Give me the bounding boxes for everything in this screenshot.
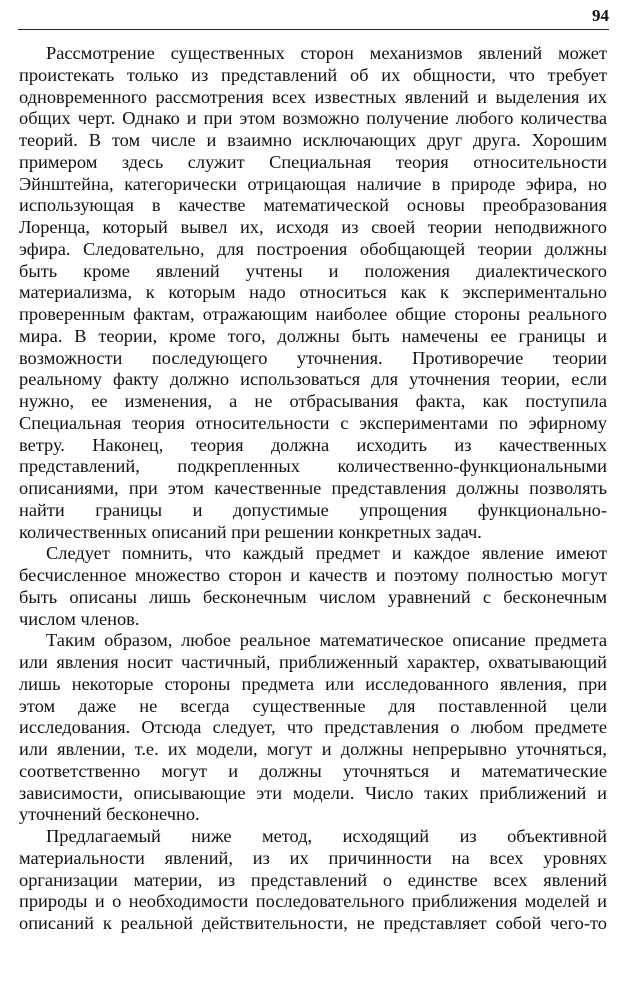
text-line: возможности последующего уточнения. Противоречие теории bbox=[19, 347, 607, 368]
text-line: мира. В теории, кроме того, должны быть намечены ее границы и bbox=[19, 325, 607, 346]
text-line: Эйнштейна, категорически отрицающая наличие в природе эфира, но bbox=[19, 173, 607, 194]
text-line: материализма, к которым надо относиться как к экспериментально bbox=[19, 282, 607, 303]
text-line: общих черт. Однако и при этом возможно получение любого количества bbox=[19, 108, 607, 129]
body-text bbox=[19, 43, 607, 935]
text-line: природы и о необходимости последовательного приближения моделей и bbox=[19, 891, 607, 912]
text-line: быть кроме явлений учтены и положения диалектического bbox=[19, 260, 607, 281]
text-line: ветру. Наконец, теория должна исходить из качественных bbox=[19, 434, 607, 455]
text-line: или явлении, т.е. их модели, могут и должны непрерывно уточняться, bbox=[19, 739, 607, 759]
text-line: Рассмотрение существенных сторон механизмов явлений может bbox=[46, 43, 607, 63]
text-line: организации материи, из представлений о единстве всех явлений bbox=[19, 869, 607, 890]
text-line: проистекать только из представлений об их общности, что требует bbox=[19, 64, 607, 85]
text-line: количественных описаний при решении конкретных задач. bbox=[19, 521, 482, 542]
text-line: Следует помнить, что каждый предмет и каждое явление имеют bbox=[46, 543, 607, 564]
text-line: описаниями, при этом качественные представления должны позволять bbox=[19, 478, 607, 498]
page-header bbox=[18, 0, 609, 30]
text-line: числом членов. bbox=[19, 608, 140, 629]
text-line: представлений, подкрепленных количественно-функциональными bbox=[19, 456, 607, 477]
text-line: или явления носит частичный, приближенный характер, охватывающий bbox=[19, 652, 607, 672]
text-line: примером здесь служит Специальная теория относительности bbox=[19, 151, 607, 172]
text-line: одновременного рассмотрения всех известных явлений и выделения их bbox=[19, 86, 607, 107]
text-line: материальности явлений, из их причинности на всех уровнях bbox=[19, 847, 607, 868]
text-line: Предлагаемый ниже метод, исходящий из объективной bbox=[46, 826, 607, 846]
text-line: лишь некоторые стороны предмета или исследованного явления, при bbox=[19, 673, 607, 694]
text-line: Специальная теория относительности с экспериментами по эфирному bbox=[19, 412, 607, 433]
text-line: Таким образом, любое реальное математическое описание предмета bbox=[46, 630, 607, 651]
paragraph bbox=[19, 630, 607, 826]
text-line: нужно, ее изменения, а не отбрасывания факта, как поступила bbox=[19, 391, 607, 411]
text-line: использующая в качестве математической основы преобразования bbox=[19, 195, 607, 216]
text-line: найти границы и допустимые упрощения функционально- bbox=[19, 499, 607, 520]
text-line: уточнений бесконечно. bbox=[19, 804, 200, 825]
text-line: описаний к реальной действительности, не представляет собой чего-то bbox=[19, 913, 607, 933]
text-line: быть описаны лишь бесконечным числом уравнений с бесконечным bbox=[19, 586, 607, 607]
text-line: эфира. Следовательно, для построения обобщающей теории должны bbox=[19, 238, 607, 259]
text-line: этом даже не всегда существенные для поставленной цели bbox=[19, 695, 607, 716]
text-line: бесчисленное множество сторон и качеств и поэтому полностью могут bbox=[19, 565, 607, 585]
text-line: Лоренца, который вывел их, исходя из своей теории неподвижного bbox=[19, 217, 607, 237]
page-number: 94 bbox=[592, 6, 609, 25]
paragraph bbox=[19, 543, 607, 630]
text-line: теорий. В том числе и взаимно исключающих друг друга. Хорошим bbox=[19, 130, 607, 150]
text-line: соответственно могут и должны уточняться и математические bbox=[19, 760, 607, 781]
text-line: проверенным фактам, отражающим наиболее общие стороны реального bbox=[19, 304, 607, 324]
paragraph bbox=[19, 43, 607, 543]
text-line: зависимости, описывающие эти модели. Число таких приближений и bbox=[19, 782, 607, 803]
text-line: исследования. Отсюда следует, что представления о любом предмете bbox=[19, 717, 607, 738]
text-line: реальному факту должно использоваться для уточнения теории, если bbox=[19, 369, 607, 390]
paragraph bbox=[19, 826, 607, 935]
